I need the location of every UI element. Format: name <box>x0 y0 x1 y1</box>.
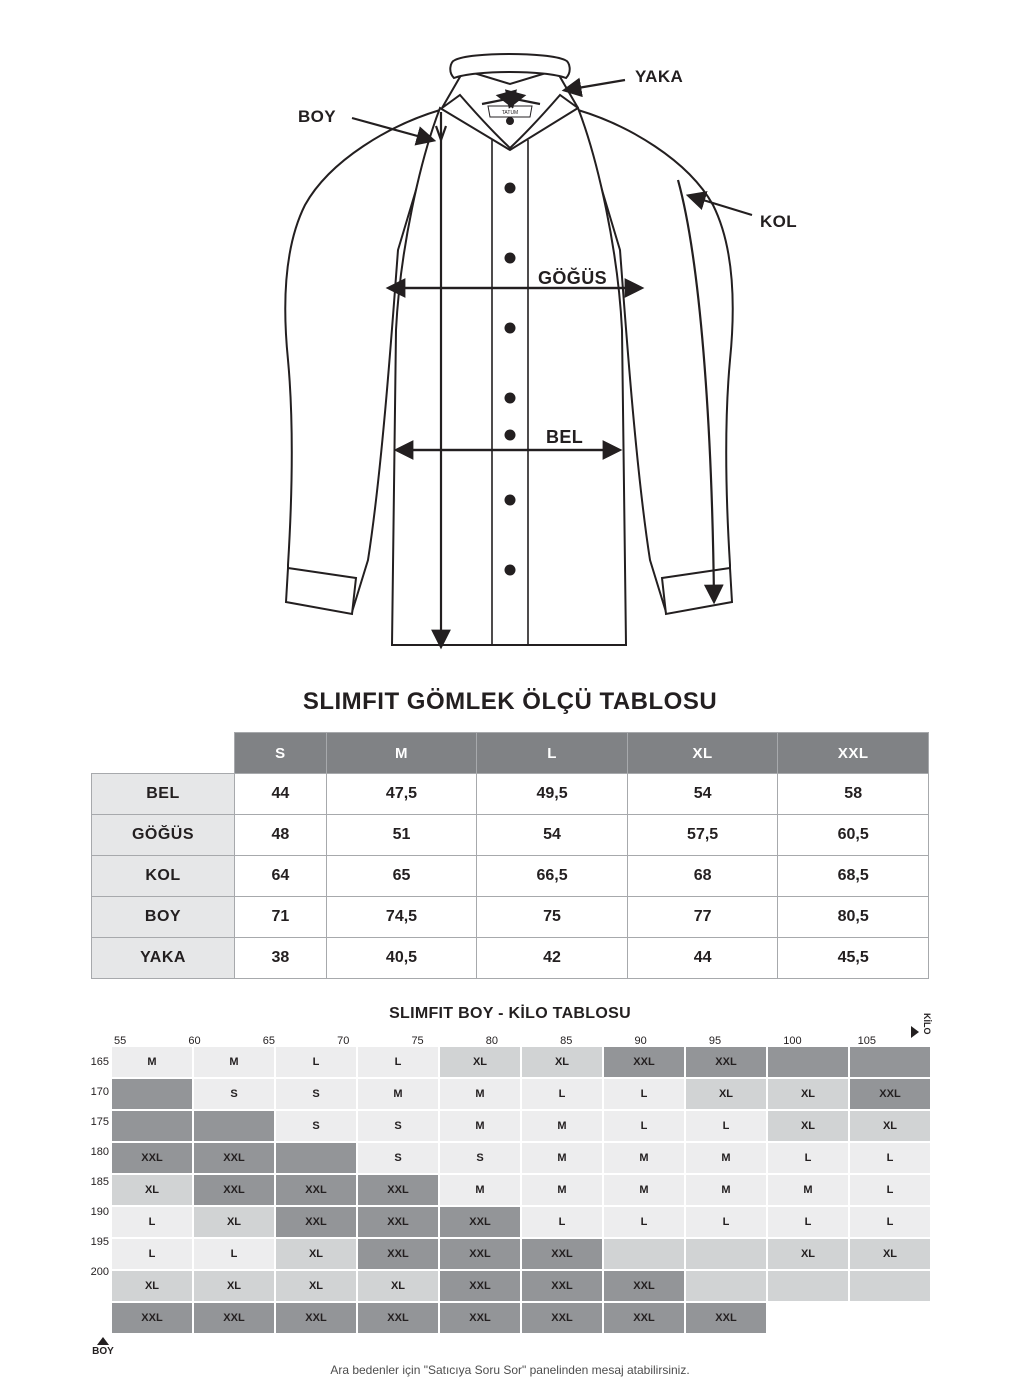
matrix-cell <box>850 1271 930 1301</box>
size-cell: 44 <box>627 938 778 979</box>
matrix-x-axis-label: KİLO <box>911 1013 932 1038</box>
matrix-cell: S <box>358 1143 438 1173</box>
table-row <box>92 815 929 856</box>
matrix-cell: XXL <box>358 1207 438 1237</box>
matrix-cell <box>112 1111 192 1141</box>
matrix-cell <box>686 1239 766 1269</box>
label-bel: BEL <box>546 427 584 447</box>
matrix-cell: L <box>276 1047 356 1077</box>
matrix-cell: M <box>522 1111 602 1141</box>
matrix-cell: XXL <box>522 1303 602 1333</box>
size-cell: 58 <box>778 774 929 815</box>
svg-text:TATUM: TATUM <box>501 110 519 116</box>
size-row-label: BEL <box>92 774 235 815</box>
table-row <box>92 774 929 815</box>
matrix-cell: XL <box>194 1207 274 1237</box>
matrix-cell: XL <box>768 1239 848 1269</box>
matrix-cell: S <box>276 1111 356 1141</box>
matrix-cell: XXL <box>604 1303 684 1333</box>
matrix-cell: XXL <box>112 1303 192 1333</box>
table-row <box>92 897 929 938</box>
size-cell: 66,5 <box>477 856 628 897</box>
matrix-height-tick: 175 <box>90 1116 109 1128</box>
matrix-cell: XL <box>194 1271 274 1301</box>
matrix-cell: XXL <box>440 1207 520 1237</box>
matrix-weight-tick: 105 <box>857 1035 876 1047</box>
matrix-cell: XXL <box>440 1239 520 1269</box>
matrix-height-tick: 165 <box>90 1056 109 1068</box>
matrix-weight-tick: 85 <box>560 1035 573 1047</box>
footnote: Ara bedenler için "Satıcıya Soru Sor" panelinden mesaj atabilirsiniz. <box>330 1363 690 1377</box>
size-cell: 54 <box>627 774 778 815</box>
matrix-height-tick: 180 <box>90 1146 109 1158</box>
matrix-cell: XL <box>440 1047 520 1077</box>
matrix-cell: M <box>686 1175 766 1205</box>
matrix-cell: XXL <box>440 1271 520 1301</box>
matrix-cell: XXL <box>604 1047 684 1077</box>
matrix-cell: M <box>604 1143 684 1173</box>
matrix-cell: M <box>440 1111 520 1141</box>
matrix-cell: L <box>850 1207 930 1237</box>
size-cell: 40,5 <box>326 938 477 979</box>
size-cell: 68,5 <box>778 856 929 897</box>
matrix-cell: M <box>440 1175 520 1205</box>
matrix-cell: L <box>604 1079 684 1109</box>
size-row-label: KOL <box>92 856 235 897</box>
matrix-cell: M <box>440 1079 520 1109</box>
matrix-cell: XL <box>768 1111 848 1141</box>
matrix-cell: M <box>358 1079 438 1109</box>
matrix-cell: XL <box>768 1079 848 1109</box>
matrix-cell <box>604 1239 684 1269</box>
size-cell: 65 <box>326 856 477 897</box>
size-cell: 75 <box>477 897 628 938</box>
size-col-xxl: XXL <box>778 733 929 774</box>
label-gogus: GÖĞÜS <box>538 268 608 288</box>
matrix-cell: XXL <box>850 1079 930 1109</box>
size-cell: 49,5 <box>477 774 628 815</box>
matrix-cell <box>686 1271 766 1301</box>
matrix-cell <box>850 1047 930 1077</box>
label-yaka: YAKA <box>635 67 684 86</box>
matrix-weight-tick: 90 <box>634 1035 647 1047</box>
size-col-s: S <box>235 733 327 774</box>
matrix-weight-tick: 65 <box>262 1035 275 1047</box>
label-boy: BOY <box>298 107 337 126</box>
size-cell: 57,5 <box>627 815 778 856</box>
matrix-cell: L <box>112 1207 192 1237</box>
matrix-cell: XL <box>522 1047 602 1077</box>
matrix-title: SLIMFIT BOY - KİLO TABLOSU <box>389 1005 631 1022</box>
matrix-cell: M <box>604 1175 684 1205</box>
matrix-cell: L <box>850 1143 930 1173</box>
matrix-cell: L <box>522 1079 602 1109</box>
matrix-cell: XXL <box>522 1271 602 1301</box>
size-cell: 47,5 <box>326 774 477 815</box>
size-cell: 45,5 <box>778 938 929 979</box>
matrix-cell: XXL <box>194 1175 274 1205</box>
size-cell: 42 <box>477 938 628 979</box>
matrix-cell: M <box>112 1047 192 1077</box>
matrix-weight-tick: 75 <box>411 1035 424 1047</box>
matrix-cell: XL <box>686 1079 766 1109</box>
matrix-cell: XXL <box>686 1303 766 1333</box>
matrix-cell <box>194 1111 274 1141</box>
matrix-cell <box>768 1047 848 1077</box>
matrix-cell: XL <box>276 1271 356 1301</box>
matrix-cell: XXL <box>194 1303 274 1333</box>
size-cell: 77 <box>627 897 778 938</box>
matrix-cell: XXL <box>358 1303 438 1333</box>
size-cell: 38 <box>235 938 327 979</box>
arrow-right-icon <box>911 1026 919 1038</box>
size-col-xl: XL <box>627 733 778 774</box>
matrix-cell: S <box>440 1143 520 1173</box>
size-col-l: L <box>477 733 628 774</box>
label-kol: KOL <box>760 212 798 231</box>
matrix-weight-tick: 70 <box>337 1035 350 1047</box>
matrix-cell: L <box>604 1207 684 1237</box>
matrix-cell: XXL <box>358 1175 438 1205</box>
size-row-label: GÖĞÜS <box>92 815 235 856</box>
matrix-cell: S <box>276 1079 356 1109</box>
size-row-label: BOY <box>92 897 235 938</box>
matrix-height-tick: 195 <box>90 1236 109 1248</box>
size-table-wrap <box>91 732 929 979</box>
matrix-y-axis-label: BOY <box>86 1337 120 1357</box>
matrix-cell: L <box>522 1207 602 1237</box>
matrix-cell: M <box>768 1175 848 1205</box>
table-row <box>92 856 929 897</box>
matrix-cell: XL <box>850 1111 930 1141</box>
matrix-cell <box>112 1079 192 1109</box>
matrix-cell: XXL <box>358 1239 438 1269</box>
matrix-weight-tick: 80 <box>485 1035 499 1047</box>
matrix-cell: XL <box>112 1271 192 1301</box>
matrix-cell: XL <box>850 1239 930 1269</box>
size-table <box>91 732 929 979</box>
matrix-height-tick: 185 <box>90 1176 109 1188</box>
size-cell: 71 <box>235 897 327 938</box>
size-cell: 51 <box>326 815 477 856</box>
matrix-cell: XXL <box>276 1175 356 1205</box>
matrix-cell: L <box>686 1207 766 1237</box>
matrix-cell: XL <box>112 1175 192 1205</box>
matrix-weight-tick: 60 <box>188 1035 201 1047</box>
size-cell: 68 <box>627 856 778 897</box>
matrix-cell: L <box>358 1047 438 1077</box>
matrix-cell: XXL <box>276 1207 356 1237</box>
size-table-corner <box>92 733 235 774</box>
size-cell: 54 <box>477 815 628 856</box>
matrix-cell: L <box>194 1239 274 1269</box>
shirt-diagram <box>0 0 1020 680</box>
size-table-header-row <box>92 733 929 774</box>
matrix-cell: XL <box>276 1239 356 1269</box>
matrix-height-tick: 190 <box>90 1206 109 1218</box>
matrix-cell: L <box>768 1207 848 1237</box>
table-row <box>92 938 929 979</box>
matrix-height-tick: 200 <box>90 1266 109 1278</box>
size-cell: 44 <box>235 774 327 815</box>
matrix-cell: XXL <box>276 1303 356 1333</box>
matrix-weight-tick: 55 <box>114 1035 127 1047</box>
matrix-cell: XXL <box>604 1271 684 1301</box>
matrix-cell: M <box>686 1143 766 1173</box>
matrix-cell: L <box>768 1143 848 1173</box>
matrix-weight-axis <box>112 1035 930 1047</box>
matrix-cell: M <box>194 1047 274 1077</box>
matrix-cell: L <box>850 1175 930 1205</box>
shirt-svg <box>0 0 1020 680</box>
matrix-cell: L <box>112 1239 192 1269</box>
matrix-cell: XXL <box>112 1143 192 1173</box>
size-cell: 74,5 <box>326 897 477 938</box>
size-cell: 80,5 <box>778 897 929 938</box>
arrow-up-icon <box>97 1337 109 1345</box>
matrix-cell: XXL <box>194 1143 274 1173</box>
matrix-cell: XL <box>358 1271 438 1301</box>
matrix-cell: L <box>686 1111 766 1141</box>
matrix-grid <box>112 1047 930 1333</box>
size-cell: 64 <box>235 856 327 897</box>
size-row-label: YAKA <box>92 938 235 979</box>
brand-tag-icon <box>488 106 532 117</box>
size-table-title: SLIMFIT GÖMLEK ÖLÇÜ TABLOSU <box>302 688 718 715</box>
matrix-weight-tick: 95 <box>708 1035 722 1047</box>
matrix-cell: S <box>358 1111 438 1141</box>
matrix-cell <box>768 1271 848 1301</box>
size-cell: 48 <box>235 815 327 856</box>
matrix-cell <box>276 1143 356 1173</box>
matrix-cell: L <box>604 1111 684 1141</box>
size-col-m: M <box>326 733 477 774</box>
matrix-cell: M <box>522 1175 602 1205</box>
matrix-cell: S <box>194 1079 274 1109</box>
matrix-height-axis <box>90 1047 112 1333</box>
matrix-height-tick: 170 <box>90 1086 109 1098</box>
matrix-cell: M <box>522 1143 602 1173</box>
matrix-cell: XXL <box>686 1047 766 1077</box>
matrix-weight-tick: 100 <box>783 1035 802 1047</box>
matrix-cell: XXL <box>522 1239 602 1269</box>
size-table-body <box>92 774 929 979</box>
matrix-cell: XXL <box>440 1303 520 1333</box>
size-cell: 60,5 <box>778 815 929 856</box>
